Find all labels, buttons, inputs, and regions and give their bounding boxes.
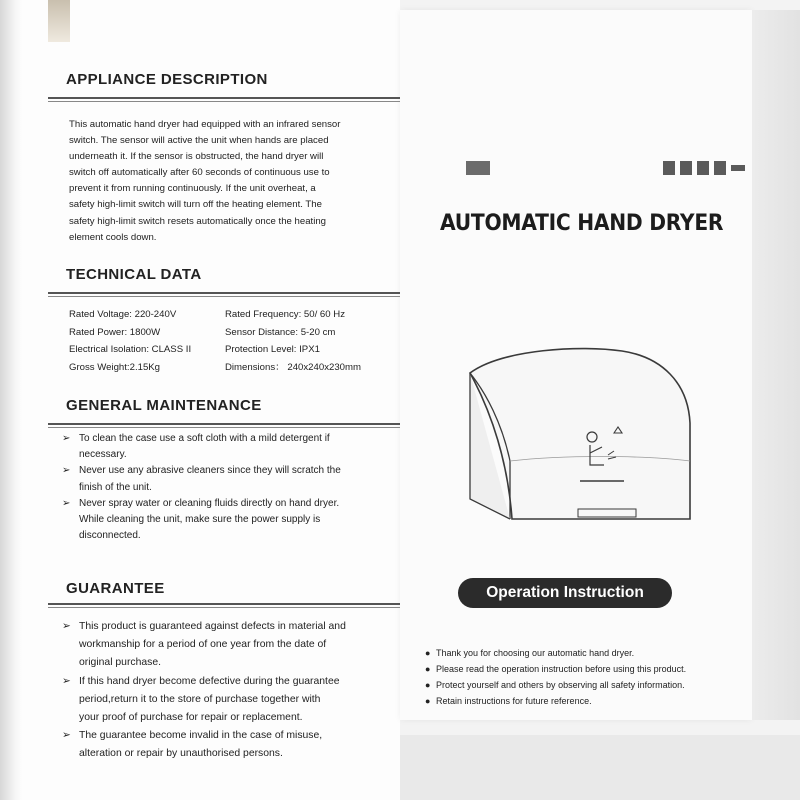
- spec-cell: Dimensions： 240x240x230mm: [225, 361, 361, 373]
- text-line: switch. The sensor will active the unit when hands are placed: [69, 135, 329, 147]
- spec-cell: Electrical Isolation: CLASS II: [69, 344, 192, 355]
- page-fold-shadow: [0, 0, 22, 800]
- list-item: [425, 677, 686, 693]
- dot-bullet-icon: ●: [425, 648, 431, 658]
- item-line: workmanship for a period of one year from the date of: [79, 639, 327, 651]
- item-line: This product is guaranteed against defects in material and: [79, 621, 346, 632]
- technical-data-title: TECHNICAL DATA: [66, 266, 202, 283]
- logo-placeholder: [466, 161, 490, 175]
- cover-bottom-strip: [400, 735, 800, 800]
- section-divider: [48, 97, 400, 102]
- item-line: While cleaning the unit, make sure the power supply is: [79, 514, 321, 526]
- item-line: alteration or repair by unauthorised persons.: [79, 748, 283, 760]
- spec-cell: Protection Level: IPX1: [225, 344, 320, 355]
- document-title: AUTOMATIC HAND DRYER: [440, 211, 724, 236]
- list-item: [62, 431, 372, 463]
- logo-block: [663, 161, 675, 175]
- text-line: prevent it from running continuously. If the unit overheat, a: [69, 183, 316, 195]
- item-line: If this hand dryer become defective during the guarantee: [79, 675, 340, 687]
- list-item: [62, 496, 372, 545]
- logo-block: [714, 161, 726, 175]
- item-line: The guarantee become invalid in the case of misuse,: [79, 730, 323, 742]
- list-item: [425, 645, 686, 661]
- list-item: [62, 463, 372, 495]
- item-line: finish of the unit.: [79, 481, 152, 493]
- item-line: To clean the case use a soft cloth with a mild detergent if: [79, 433, 330, 444]
- table-row: [69, 306, 389, 324]
- section-divider: [48, 292, 400, 297]
- text-line: switch off automatically after 60 seconds of continuous use to: [69, 167, 330, 179]
- list-item: [425, 661, 686, 677]
- logo-block: [731, 165, 745, 171]
- appliance-description-title: APPLIANCE DESCRIPTION: [66, 71, 268, 88]
- list-item: [62, 673, 372, 728]
- text-line: underneath it. If the sensor is obstructed, the hand dryer will: [69, 151, 324, 163]
- guarantee-title: GUARANTEE: [66, 580, 165, 597]
- spec-cell: Gross Weight:2.15Kg: [69, 361, 161, 373]
- spec-cell: Rated Voltage: 220-240V: [69, 309, 177, 320]
- text-line: safety high-limit switch will turn off the heating element. The: [69, 199, 322, 211]
- note-text: Thank you for choosing our automatic hand dryer.: [436, 648, 635, 658]
- hand-dryer-illustration: [462, 343, 698, 533]
- guarantee-list: [62, 618, 372, 764]
- section-divider: [48, 423, 400, 428]
- arrow-bullet-icon: ➢: [62, 465, 71, 477]
- dot-bullet-icon: ●: [425, 696, 431, 706]
- arrow-bullet-icon: ➢: [62, 730, 71, 742]
- item-line: Never spray water or cleaning fluids directly on hand dryer.: [79, 497, 340, 509]
- item-line: Never use any abrasive cleaners since they will scratch the: [79, 465, 341, 477]
- table-row: [69, 359, 389, 377]
- logo-block: [697, 161, 709, 175]
- text-line: safety high-limit switch resets automatically once the heating: [69, 215, 327, 227]
- note-text: Please read the operation instruction before using this product.: [436, 664, 687, 674]
- appliance-description-text: [69, 117, 369, 246]
- spec-cell: Rated Frequency: 50/ 60 Hz: [225, 309, 345, 320]
- arrow-bullet-icon: ➢: [62, 675, 71, 687]
- table-row: [69, 324, 389, 342]
- cover-edge-shade: [752, 10, 800, 720]
- spec-cell: Sensor Distance: 5-20 cm: [225, 326, 336, 338]
- section-divider: [48, 603, 400, 608]
- spec-cell: Rated Power: 1800W: [69, 326, 161, 338]
- item-line: period,return it to the store of purchase together with: [79, 693, 321, 705]
- text-line: This automatic hand dryer had equipped with an infrared sensor: [69, 119, 341, 130]
- tape-mark: [48, 0, 70, 42]
- text-line: element cools down.: [69, 231, 157, 243]
- item-line: your proof of purchase for repair or replacement.: [79, 712, 303, 724]
- item-line: disconnected.: [79, 530, 141, 542]
- technical-data-table: [69, 306, 389, 376]
- item-line: original purchase.: [79, 657, 162, 669]
- item-line: necessary.: [79, 449, 127, 461]
- list-item: [62, 727, 372, 763]
- maintenance-list: [62, 431, 372, 544]
- arrow-bullet-icon: ➢: [62, 497, 71, 509]
- list-item: [62, 618, 372, 673]
- table-row: [69, 341, 389, 359]
- dot-bullet-icon: ●: [425, 680, 431, 690]
- arrow-bullet-icon: ➢: [62, 433, 71, 444]
- list-item: [425, 693, 686, 709]
- operation-instruction-banner: Operation Instruction: [458, 578, 672, 608]
- general-maintenance-title: GENERAL MAINTENANCE: [66, 397, 262, 414]
- cover-notes-list: [425, 645, 686, 709]
- logo-block: [680, 161, 692, 175]
- note-text: Protect yourself and others by observing all safety information.: [436, 680, 685, 690]
- arrow-bullet-icon: ➢: [62, 621, 71, 632]
- dot-bullet-icon: ●: [425, 664, 431, 674]
- note-text: Retain instructions for future reference.: [436, 696, 592, 706]
